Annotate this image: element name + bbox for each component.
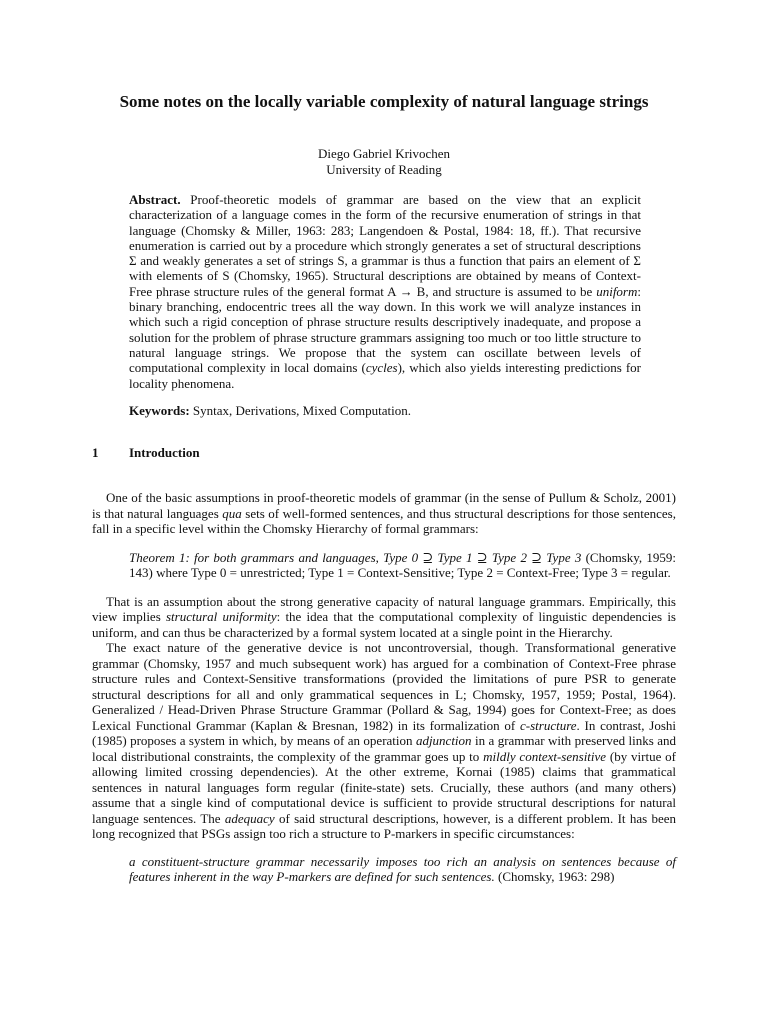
section-title: Introduction [129, 445, 200, 460]
abstract-emphasis-uniform: uniform [596, 283, 638, 299]
paragraph-3-emphasis-adequacy: adequacy [224, 810, 275, 826]
quote-text: a constituent-structure grammar necessarily imposes too rich an analysis on sentences because of features inherent in the way P-markers are defined for such sentences. [129, 853, 676, 884]
theorem-statement: Theorem 1: for both grammars and languages, Type 0 ⊇ Type 1 ⊇ Type 2 ⊇ Type 3 [129, 549, 582, 565]
abstract-text-2: : binary branching, endocentric trees all the way down. In this work we will analyze instances in which such a rigid conception of phrase structure results descriptively inadequate, and propose a solution for the problem of phrase structure grammars assigning too much or too little structure to natural language strings. We propose that the system can oscillate between levels of computational complexity in local domains ( [129, 283, 641, 376]
keywords-label: Keywords: [129, 403, 190, 418]
abstract-emphasis-cycles: cycles [365, 360, 398, 376]
author-name: Diego Gabriel Krivochen [317, 146, 451, 161]
paragraph-3-text-c: in a grammar with preserved links and local distributional constraints, the complexity of the grammar goes up to [92, 733, 676, 764]
theorem-1 [129, 550, 676, 581]
keywords [129, 403, 641, 419]
paragraph-1 [92, 490, 676, 537]
body-text [92, 490, 676, 885]
quote-citation: (Chomsky, 1963: 298) [494, 869, 615, 884]
paragraph-3-emphasis-adjunction: adjunction [415, 733, 472, 748]
theorem-citation: (Chomsky, 1959: 143) where Type 0 = unrestricted; Type 1 = Context-Sensitive; Type 2 = Context-Free; Type 3 = regular. [129, 549, 676, 580]
section-heading [92, 445, 200, 461]
paragraph-3 [92, 640, 676, 842]
paragraph-3-emphasis-c-structure: c-structure [519, 717, 577, 733]
paragraph-1-emphasis: qua [222, 505, 242, 521]
abstract [129, 192, 641, 391]
paragraph-2-text-b: : the idea that the computational complexity of linguistic dependencies is uniform, and can thus be characterized by a formal system located at a single point in the Hierarchy. [92, 609, 676, 640]
paragraph-1-text-b: sets of well-formed sentences, and thus structural descriptions for those sentences, fall in a specific level within the Chomsky Hierarchy of formal grammars: [92, 505, 676, 536]
paragraph-3-text-b: . In contrast, Joshi (1985) proposes a system in which, by means of an operation [92, 717, 676, 748]
section-number: 1 [92, 445, 99, 460]
paragraph-3-emphasis-mcs: mildly context-sensitive [483, 748, 607, 764]
block-quote [129, 854, 676, 885]
abstract-text-1: Proof-theoretic models of grammar are based on the view that an explicit characterization of a language comes in the form of the recursive enumeration of strings in that language (Chomsky & Miller, 1963: 283; Langendoen & Postal, 1984: 18, ff.). That recursive enumeration is carried out by a procedure which strongly generates a set of structural descriptions Σ and weakly generates a set of strings S, a grammar is thus a function that pairs an element of Σ with elements of S (Chomsky, 1965). Structural descriptions are obtained by means of Context-Free phrase structure rules of the general format A → B, and structure is assumed to be [129, 192, 641, 299]
author-affiliation: University of Reading [326, 162, 442, 177]
paragraph-2 [92, 594, 676, 641]
abstract-label: Abstract. [129, 192, 181, 207]
paragraph-3-text-e: of said structural descriptions, however, is a different problem. It has been long recognized that PSGs assign too rich a structure to P-markers in specific circumstances: [92, 810, 676, 841]
keywords-text: Syntax, Derivations, Mixed Computation. [189, 403, 412, 418]
paragraph-2-text-a: That is an assumption about the strong generative capacity of natural language grammars. Empirically, this view implies [92, 593, 676, 624]
abstract-text-3: ), which also yields interesting predictions for locality phenomena. [129, 360, 641, 391]
paragraph-1-text-a: One of the basic assumptions in proof-theoretic models of grammar (in the sense of Pullum & Scholz, 2001) is that natural languages [92, 490, 676, 521]
paragraph-3-text-d: (by virtue of allowing limited crossing dependencies). At the other extreme, Kornai (1985) claims that grammatical sentences in natural languages form regular (finite-state) sets. Crucially, these authors (and many others) assume that a single kind of computational device is sufficient to provide structural descriptions for natural language sentences. The [92, 748, 677, 826]
paragraph-2-emphasis: structural uniformity [165, 609, 277, 624]
paper-title: Some notes on the locally variable complexity of natural language strings [119, 92, 649, 111]
author-block [0, 146, 768, 178]
paragraph-3-text-a: The exact nature of the generative device is not uncontroversial, though. Transformational generative grammar (Chomsky, 1957 and much subsequent work) has argued for a combination of Context-Free phrase structure rules and Context-Sensitive transformations (provided the limitations of pure PSR to generate structural descriptions for all and only grammatical sequences in L; Chomsky, 1957, 1959; Postal, 1964). Generalized / Head-Driven Phrase Structure Grammar (Pollard & Sag, 1994) goes for Context-Free; as does Lexical Functional Grammar (Kaplan & Bresnan, 1982) in its formalization of [92, 640, 676, 733]
